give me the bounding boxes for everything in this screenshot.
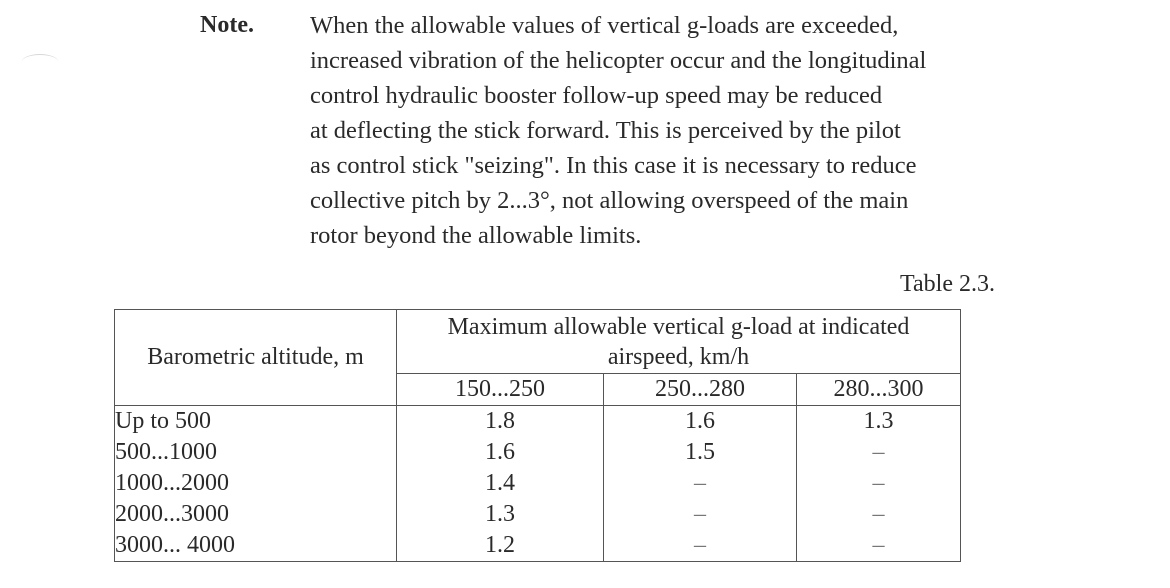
note-line: collective pitch by 2...3°, not allowing overspeed of the main [310,187,909,214]
g-load-value: – [872,439,885,465]
note-label: Note. [200,12,254,38]
altitude-value: 1000...2000 [115,470,229,496]
note-line: rotor beyond the allowable limits. [310,222,642,249]
note-line: at deflecting the stick forward. This is perceived by the pilot [310,117,901,144]
speed-range-header: 250...280 [604,374,797,406]
g-load-value: 1.3 [485,501,515,527]
g-load-value: – [872,470,885,496]
table-body-row [115,406,961,562]
g-load-value: 1.3 [863,408,894,434]
note-paragraph [310,8,1000,253]
altitude-value: 500...1000 [115,439,217,465]
altitude-cell [115,406,397,562]
g-load-value: 1.5 [685,439,715,465]
g-load-value: – [694,501,706,527]
altitude-column-header: Barometric altitude, m [115,310,397,406]
g-load-cell [604,406,797,562]
airspeed-group-header [397,310,961,374]
g-load-value: – [872,532,885,558]
scan-artifact-mark [22,54,58,69]
g-load-value: – [694,532,706,558]
g-load-value: – [694,470,706,496]
note-line: control hydraulic booster follow-up speed may be reduced [310,82,883,109]
altitude-value: 3000... 4000 [115,532,235,558]
speed-range-header: 280...300 [797,374,961,406]
g-load-cell [397,406,604,562]
g-load-value: 1.4 [485,470,515,496]
note-line: increased vibration of the helicopter occur and the longitudinal [310,47,927,74]
g-load-value: 1.8 [485,408,515,434]
g-load-table [114,309,961,562]
airspeed-header-line: Maximum allowable vertical g-load at indicated [447,313,910,340]
speed-range-header: 150...250 [397,374,604,406]
g-load-value: – [872,501,885,527]
g-load-value: 1.2 [485,532,515,558]
g-load-value: 1.6 [685,408,715,434]
g-load-value: 1.6 [485,439,515,465]
airspeed-header-line: airspeed, km/h [607,343,750,370]
altitude-value: 2000...3000 [115,501,229,527]
g-load-cell [797,406,961,562]
altitude-value: Up to 500 [115,408,211,434]
note-line: as control stick "seizing". In this case it is necessary to reduce [310,152,917,179]
note-line: When the allowable values of vertical g-loads are exceeded, [310,12,899,39]
table-caption: Table 2.3. [900,271,995,297]
